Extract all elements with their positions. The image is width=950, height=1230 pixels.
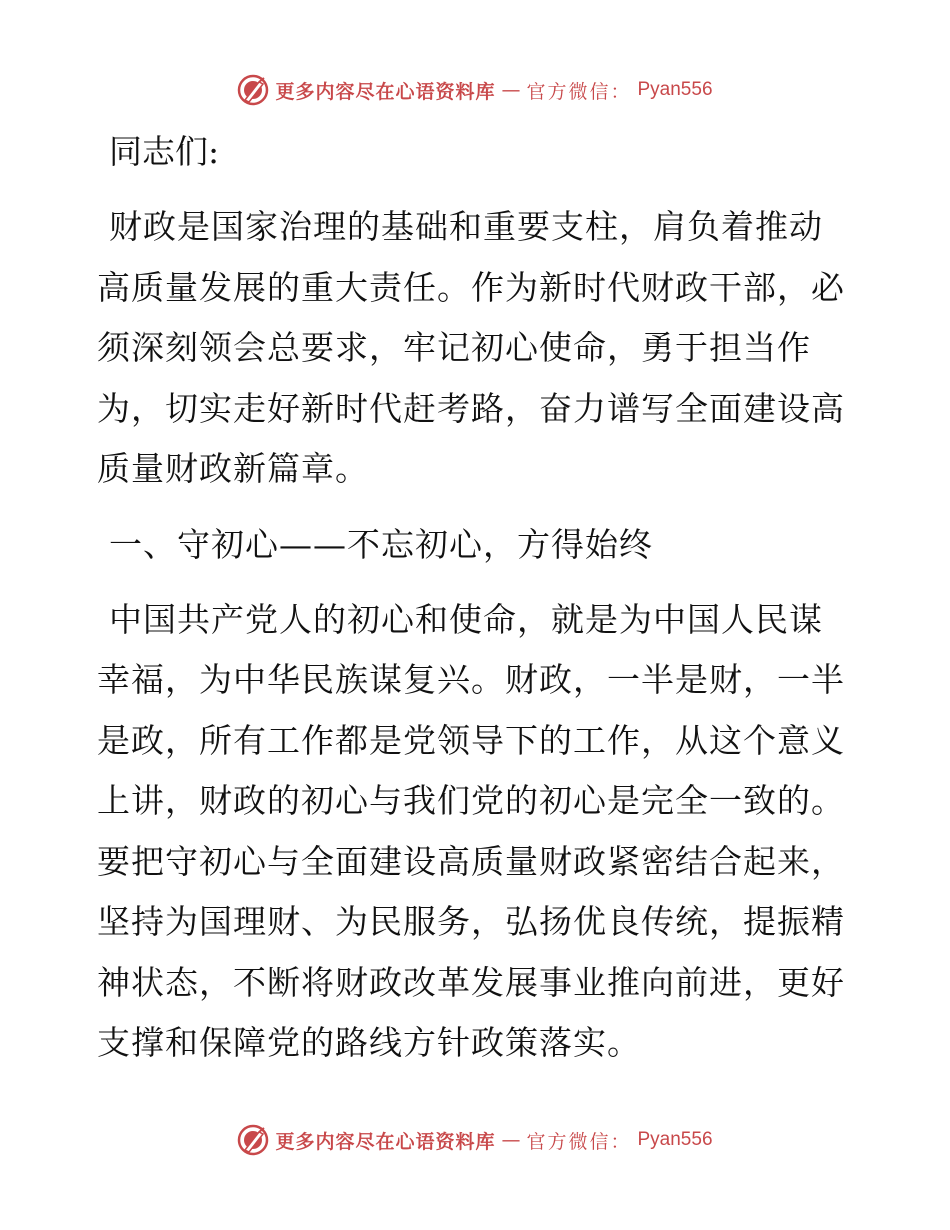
watermark-separator: — [501,79,521,101]
watermark-wechat-label: 官方微信： [526,1130,632,1153]
section-heading: 一、守初心——不忘初心，方得始终 [109,524,653,564]
salutation: 同志们: [109,132,220,171]
intro-paragraph: 财政是国家治理的基础和重要支柱，肩负着推动高质量发展的重大责任。作为新时代财政干部，必须深刻领会总要求，牢记初心使命，勇于担当作为，切实走好新时代赶考路，奋力谱写全面建设高质量财政新篇章。 [97,207,845,488]
watermark-brand-text: 更多内容尽在心语资料库 [275,1130,496,1153]
watermark-wechat-id: Pyan556 [637,1129,713,1150]
watermark-separator: — [501,1129,521,1151]
watermark-brand-text: 更多内容尽在心语资料库 [275,80,496,103]
watermark-wechat-id: Pyan556 [637,79,713,100]
document-body [97,122,849,1089]
quill-pen-icon [237,74,269,106]
watermark-banner-bottom [0,1120,950,1160]
quill-pen-icon [237,1124,269,1156]
watermark-wechat-label: 官方微信： [526,80,632,103]
watermark-banner-top [0,70,950,110]
section-paragraph: 中国共产党人的初心和使命，就是为中国人民谋幸福，为中华民族谋复兴。财政，一半是财，一半是政，所有工作都是党领导下的工作，从这个意义上讲，财政的初心与我们党的初心是完全一致的。要把守初心与全面建设高质量财政紧密结合起来，坚持为国理财、为民服务，弘扬优良传统，提振精神状态，不断将财政改革发展事业推向前进，更好支撑和保障党的路线方针政策落实。 [97,599,845,1062]
